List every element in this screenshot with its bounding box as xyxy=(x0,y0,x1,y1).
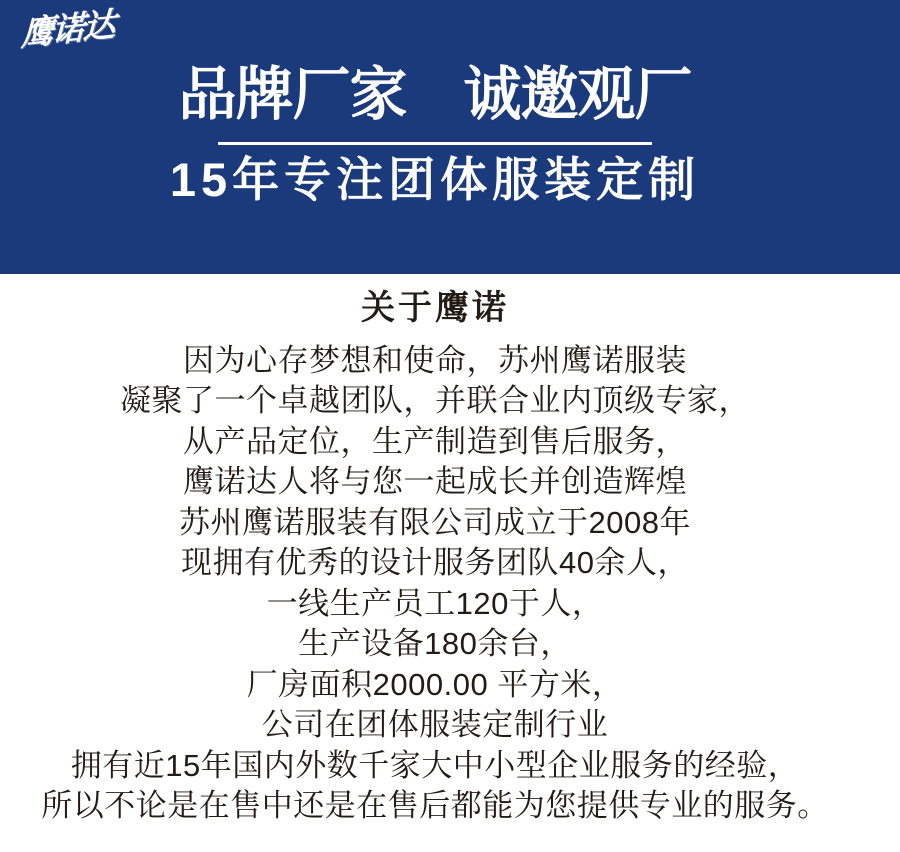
about-line: 一线生产员工120于人， xyxy=(266,585,604,621)
about-line: 苏州鹰诺服装有限公司成立于2008年 xyxy=(179,504,691,540)
about-line: 生产设备180余台， xyxy=(298,626,572,662)
header-banner xyxy=(0,0,900,274)
about-line: 凝聚了一个卓越团队，并联合业内顶级专家， xyxy=(120,383,750,419)
banner-subtitle: 15年专注团体服装定制 xyxy=(169,153,701,206)
about-section xyxy=(0,274,870,827)
about-line: 公司在团体服装定制行业 xyxy=(261,707,609,743)
banner-title: 品牌厂家 诚邀观厂 xyxy=(178,62,692,127)
about-paragraph xyxy=(0,341,870,827)
about-line: 拥有近15年国内外数千家大中小型企业服务的经验， xyxy=(70,747,800,783)
about-heading: 关于鹰诺 xyxy=(361,289,509,327)
brand-logo xyxy=(20,5,142,66)
about-line: 从产品定位，生产制造到售后服务， xyxy=(183,423,687,459)
about-line: 鹰诺达人将与您一起成长并创造辉煌 xyxy=(183,464,687,500)
title-divider xyxy=(218,142,652,145)
about-line: 厂房面积2000.00 平方米， xyxy=(246,666,624,702)
about-line: 所以不论是在售中还是在售后都能为您提供专业的服务。 xyxy=(41,788,829,824)
about-line: 现拥有优秀的设计服务团队40余人， xyxy=(181,545,689,581)
about-line: 因为心存梦想和使命，苏州鹰诺服装 xyxy=(183,342,687,378)
brand-logo-text: 鹰诺达 xyxy=(20,5,115,53)
